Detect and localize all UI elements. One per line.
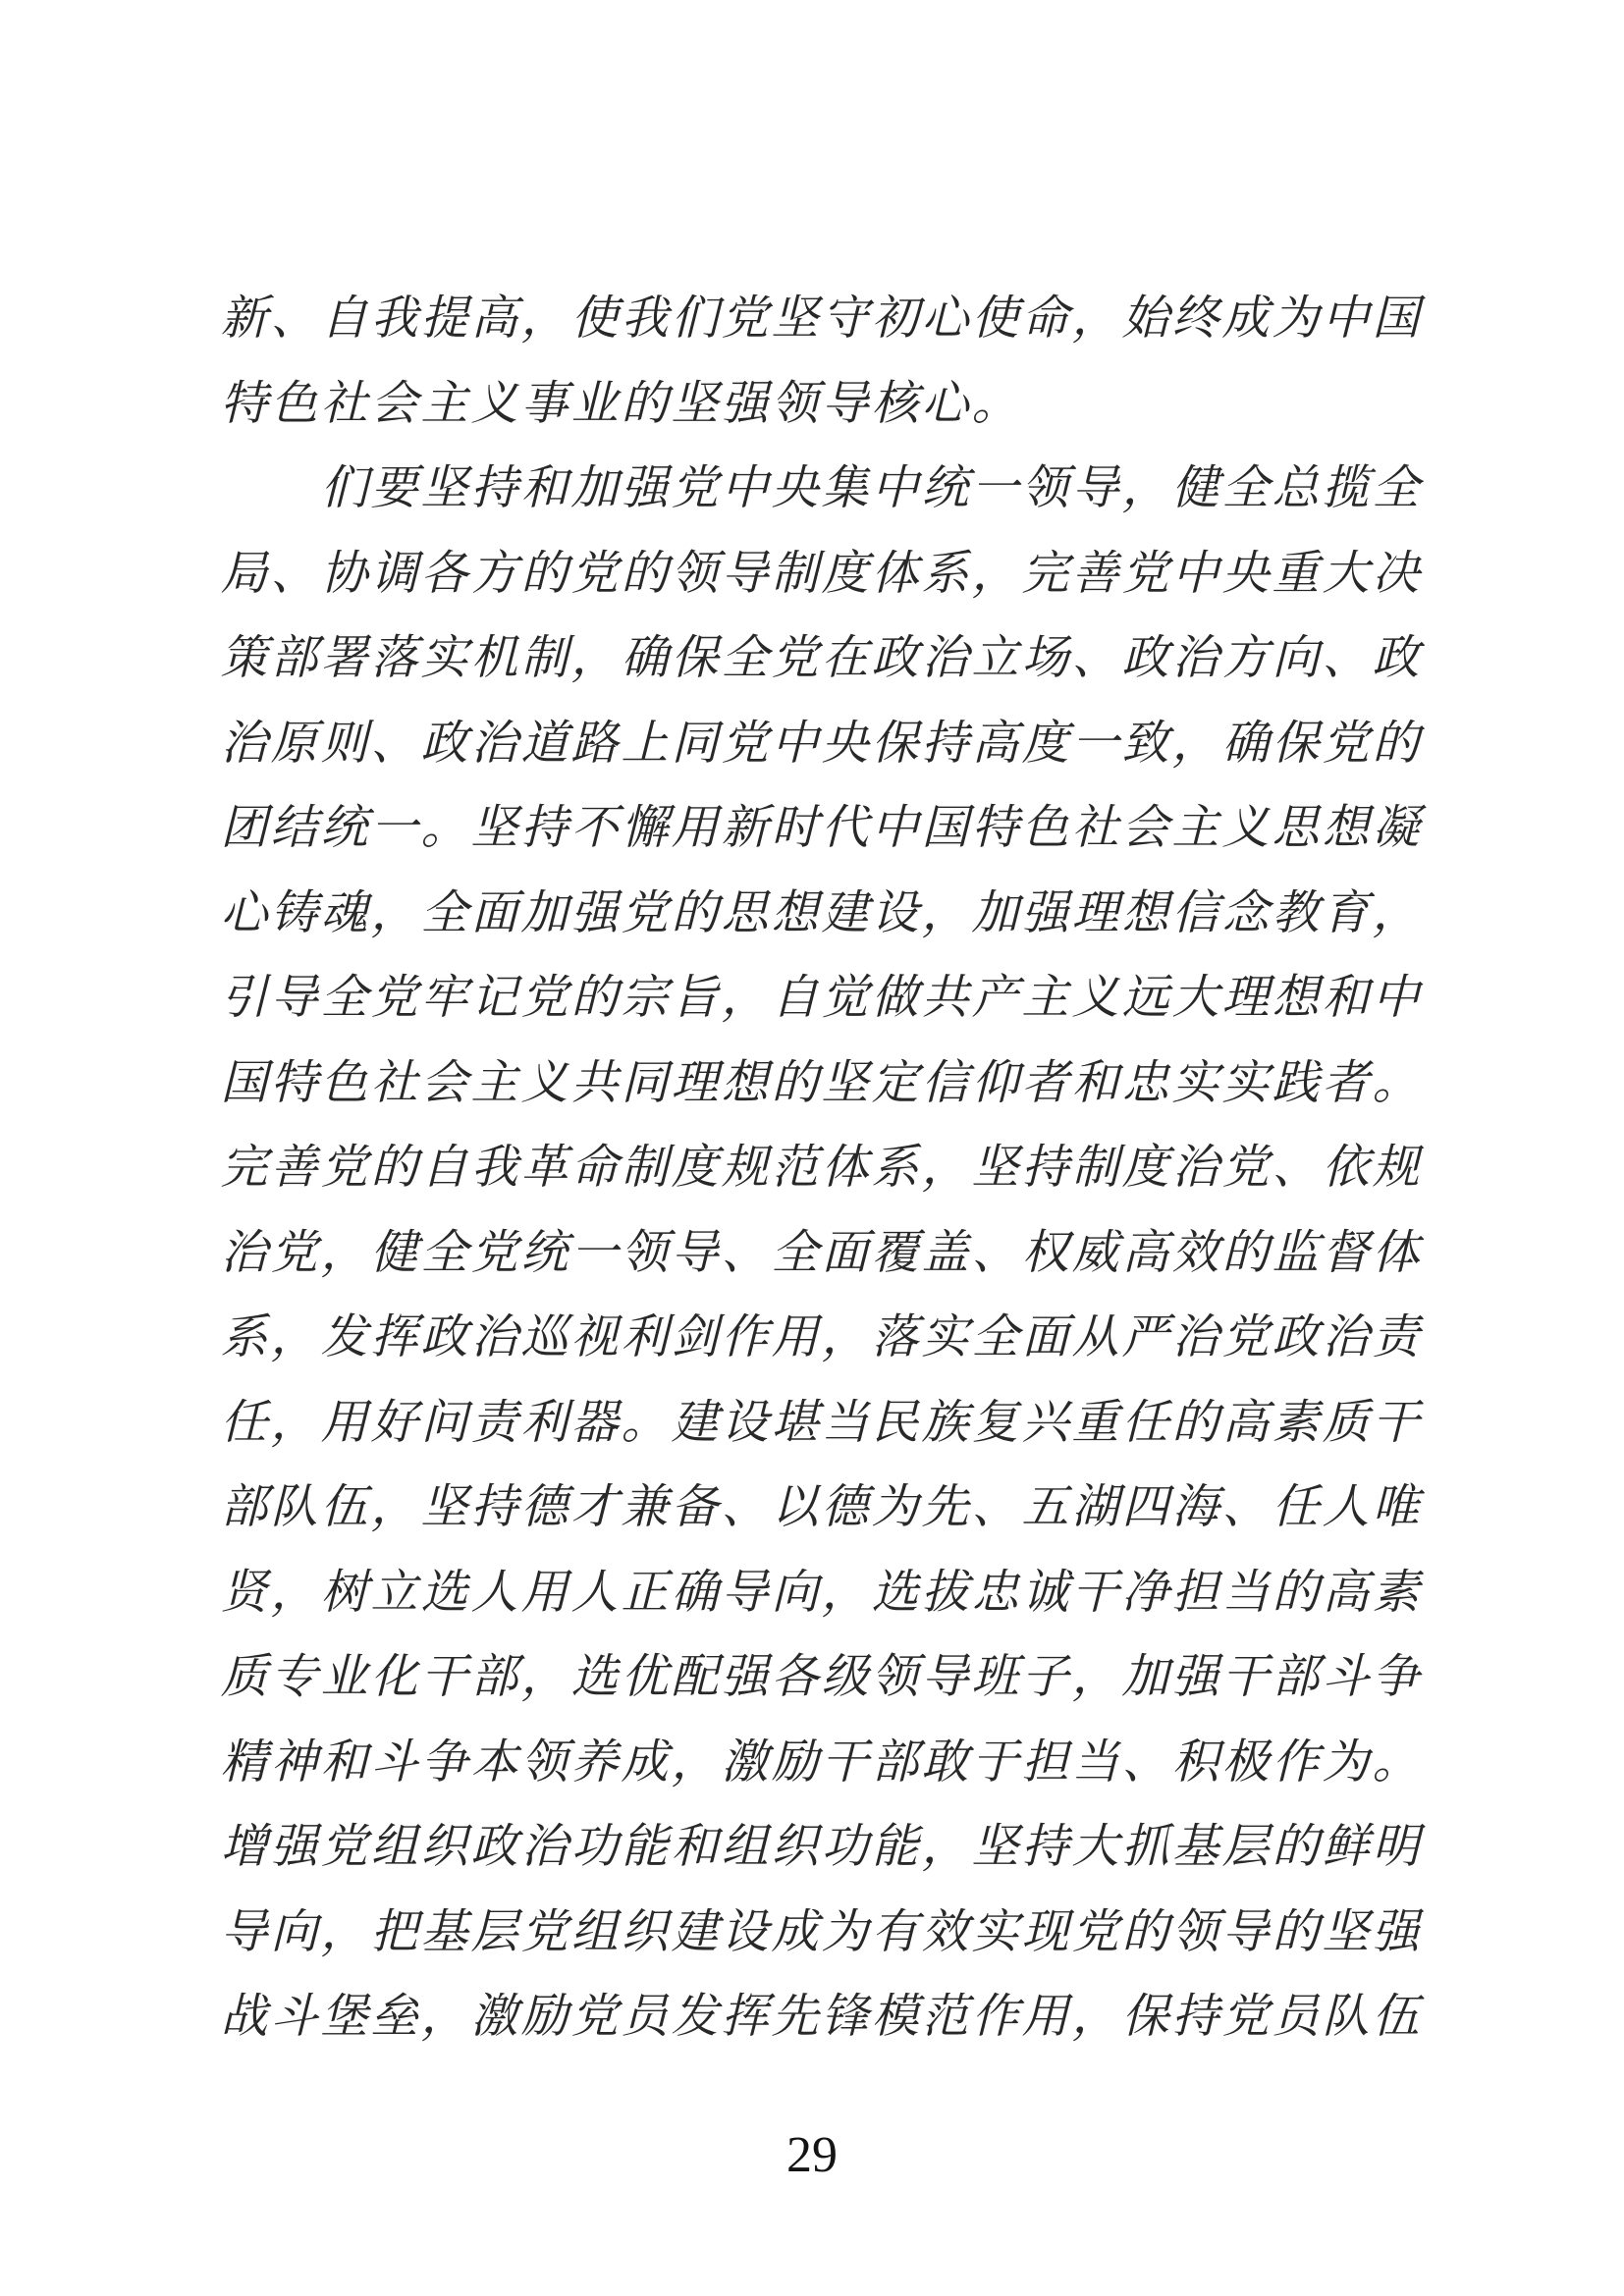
body-text: [219, 277, 1425, 2060]
text-line: 贤，树立选人用人正确导向，选拔忠诚干净担当的高素: [220, 1566, 1420, 1619]
page-number: 29: [786, 2127, 838, 2183]
text-line: 策部署落实机制，确保全党在政治立场、政治方向、政: [220, 632, 1420, 684]
text-line: 质专业化干部，选优配强各级领导班子，加强干部斗争: [220, 1651, 1420, 1703]
text-line: 战斗堡垒，激励党员发挥先锋模范作用，保持党员队伍: [220, 1991, 1420, 2043]
text-line: 导向，把基层党组织建设成为有效实现党的领导的坚强: [220, 1905, 1420, 1958]
text-line: 新、自我提高，使我们党坚守初心使命，始终成为中国: [220, 293, 1420, 345]
text-line: 治原则、政治道路上同党中央保持高度一致，确保党的: [220, 717, 1420, 770]
text-line: 系，发挥政治巡视利剑作用，落实全面从严治党政治责: [220, 1311, 1420, 1363]
text-line: 们要坚持和加强党中央集中统一领导，健全总揽全: [320, 462, 1420, 514]
text-line: 心铸魂，全面加强党的思想建设，加强理想信念教育，: [220, 886, 1420, 939]
text-line: 增强党组织政治功能和组织功能，坚持大抓基层的鲜明: [220, 1821, 1420, 1873]
text-line: 引导全党牢记党的宗旨，自觉做共产主义远大理想和中: [220, 972, 1420, 1024]
text-line: 治党，健全党统一领导、全面覆盖、权威高效的监督体: [220, 1226, 1420, 1279]
text-line: 国特色社会主义共同理想的坚定信仰者和忠实实践者。: [220, 1056, 1420, 1109]
text-line: 完善党的自我革命制度规范体系，坚持制度治党、依规: [220, 1142, 1420, 1194]
text-line: 任，用好问责利器。建设堪当民族复兴重任的高素质干: [220, 1396, 1420, 1449]
text-line: 部队伍，坚持德才兼备、以德为先、五湖四海、任人唯: [220, 1481, 1420, 1533]
text-line: 精神和斗争本领养成，激励干部敢于担当、积极作为。: [220, 1735, 1420, 1789]
text-line: 团结统一。坚持不懈用新时代中国特色社会主义思想凝: [220, 802, 1420, 854]
text-line: 特色社会主义事业的坚强领导核心。: [220, 377, 1019, 430]
text-line: 局、协调各方的党的领导制度体系，完善党中央重大决: [220, 547, 1420, 600]
